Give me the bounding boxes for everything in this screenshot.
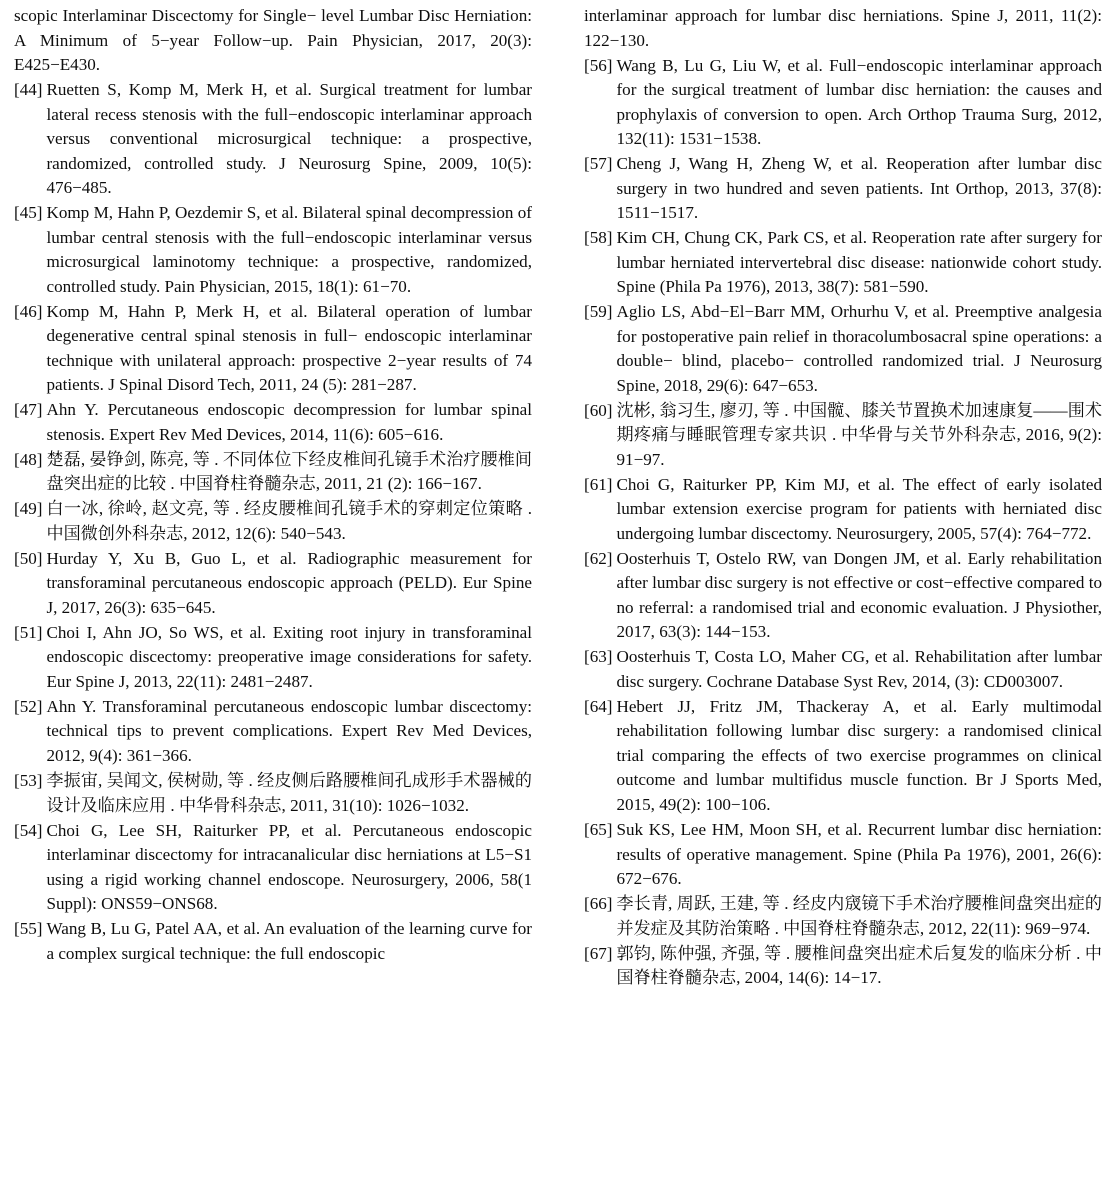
reference-text: Hebert JJ, Fritz JM, Thackeray A, et al. Early multimodal rehabilitation following lumbar disc surgery: a randomised clinical trial comparing the effects of two exercise programmes on clinical outcome and lumbar multifidus muscle function. Br J Sports Med, 2015, 49(2): 100−106. — [616, 696, 1102, 814]
reference-entry — [14, 78, 532, 201]
reference-text: 李振宙, 吴闻文, 侯树勋, 等 . 经皮侧后路腰椎间孔成形手术器械的设计及临床应用 . 中华骨科杂志, 2011, 31(10): 1026−1032. — [46, 770, 532, 815]
reference-text: Oosterhuis T, Ostelo RW, van Dongen JM, et al. Early rehabilitation after lumbar disc surgery is not effective or cost−effective compared to no referral: a randomised trial and economic evaluation. J Physiother, 2017, 63(3): 144−153. — [616, 548, 1102, 642]
reference-number: [44] — [14, 80, 43, 100]
reference-text: Suk KS, Lee HM, Moon SH, et al. Recurrent lumbar disc herniation: results of operative management. Spine (Phila Pa 1976), 2001, 26(6): 672−676. — [616, 820, 1102, 889]
reference-entry — [14, 547, 532, 621]
reference-number: [61] — [584, 474, 613, 494]
reference-entry — [14, 769, 532, 818]
reference-number: [59] — [584, 302, 613, 322]
reference-entry — [14, 398, 532, 447]
reference-number: [64] — [584, 696, 613, 716]
reference-text: Komp M, Hahn P, Oezdemir S, et al. Bilateral spinal decompression of lumbar central stenosis with the full−endoscopic interlaminar versus microsurgical laminotomy technique: a prospective, randomized, controlled study. Pain Physician, 2015, 18(1): 61−70. — [46, 203, 532, 296]
reference-text: Choi G, Raiturker PP, Kim MJ, et al. The effect of early isolated lumbar extension exercise program for patients with herniated disc undergoing lumbar discectomy. Neurosurgery, 2005, 57(4): 764−772. — [616, 474, 1102, 543]
reference-text: Kim CH, Chung CK, Park CS, et al. Reoperation rate after surgery for lumbar herniated intervertebral disc disease: nationwide cohort study. Spine (Phila Pa 1976), 2013, 38(7): 581−590. — [616, 228, 1102, 297]
reference-text: Hurday Y, Xu B, Guo L, et al. Radiographic measurement for transforaminal percutaneous endoscopic approach (PELD). Eur Spine J, 2017, 26(3): 635−645. — [46, 548, 532, 617]
reference-number: [47] — [14, 400, 43, 420]
left-column — [14, 4, 558, 1190]
reference-entry — [584, 54, 1102, 152]
reference-entry — [584, 942, 1102, 991]
reference-text: Ahn Y. Transforaminal percutaneous endoscopic lumbar discectomy: technical tips to prevent complications. Expert Rev Med Devices, 2012, 9(4): 361−366. — [46, 696, 532, 765]
reference-number: [49] — [14, 499, 43, 519]
reference-entry — [14, 448, 532, 497]
reference-entry — [584, 152, 1102, 226]
reference-text: 楚磊, 晏铮剑, 陈亮, 等 . 不同体位下经皮椎间孔镜手术治疗腰椎间盘突出症的比较 . 中国脊柱脊髓杂志, 2011, 21 (2): 166−167. — [46, 449, 532, 494]
reference-text: Aglio LS, Abd−El−Barr MM, Orhurhu V, et al. Preemptive analgesia for postoperative pain relief in thoracolumbosacral spine operations: a double− blind, placebo− controlled randomized trial. J Neurosurg Spine, 2018, 29(6): 647−653. — [616, 302, 1102, 395]
reference-text: Choi I, Ahn JO, So WS, et al. Exiting root injury in transforaminal endoscopic discectomy: preoperative image considerations for safety. Eur Spine J, 2013, 22(11): 2481−2487. — [46, 622, 532, 691]
reference-number: [54] — [14, 820, 43, 840]
reference-number: [53] — [14, 770, 43, 790]
reference-number: [62] — [584, 548, 613, 568]
reference-number: [66] — [584, 894, 613, 914]
reference-entry — [584, 547, 1102, 645]
reference-number: [67] — [584, 943, 613, 963]
reference-entry — [14, 695, 532, 769]
reference-entry — [14, 4, 532, 78]
reference-number: [52] — [14, 696, 43, 716]
reference-number: [56] — [584, 55, 613, 75]
reference-entry — [14, 201, 532, 299]
reference-entry — [584, 4, 1102, 53]
reference-entry — [584, 695, 1102, 818]
reference-text: interlaminar approach for lumbar disc herniations. Spine J, 2011, 11(2): 122−130. — [584, 6, 1102, 50]
reference-entry — [584, 226, 1102, 300]
reference-text: Cheng J, Wang H, Zheng W, et al. Reoperation after lumbar disc surgery in two hundred and seven patients. Int Orthop, 2013, 37(8): 1511−1517. — [616, 154, 1102, 223]
reference-entry — [584, 399, 1102, 473]
right-column — [558, 4, 1102, 1190]
reference-text: 沈彬, 翁习生, 廖刃, 等 . 中国髋、膝关节置换术加速康复——围术期疼痛与睡眠管理专家共识 . 中华骨与关节外科杂志, 2016, 9(2): 91−97. — [616, 400, 1102, 469]
reference-number: [57] — [584, 154, 613, 174]
reference-text: Choi G, Lee SH, Raiturker PP, et al. Percutaneous endoscopic interlaminar discectomy for intracanalicular disc herniations at L5−S1 using a rigid working channel endoscope. Neurosurgery, 2006, 58(1 Suppl): ONS59−ONS68. — [46, 820, 532, 914]
reference-entry — [584, 300, 1102, 398]
reference-number: [60] — [584, 400, 613, 420]
reference-number: [46] — [14, 301, 43, 321]
reference-text: scopic Interlaminar Discectomy for Single− level Lumbar Disc Herniation: A Minimum of 5−year Follow−up. Pain Physician, 2017, 20(3): E425−E430. — [14, 6, 532, 75]
reference-text: Wang B, Lu G, Patel AA, et al. An evaluation of the learning curve for a complex surgical technique: the full endoscopic — [46, 919, 532, 963]
reference-entry — [584, 892, 1102, 941]
reference-number: [50] — [14, 548, 43, 568]
reference-number: [65] — [584, 820, 613, 840]
reference-entry — [584, 473, 1102, 547]
reference-number: [45] — [14, 203, 43, 223]
reference-text: Ahn Y. Percutaneous endoscopic decompression for lumbar spinal stenosis. Expert Rev Med Devices, 2014, 11(6): 605−616. — [46, 400, 532, 444]
reference-text: Komp M, Hahn P, Merk H, et al. Bilateral operation of lumbar degenerative central spinal stenosis in full− endoscopic interlaminar technique with unilateral approach: prospective 2−year results of 74 patients. J Spinal Disord Tech, 2011, 24 (5): 281−287. — [46, 301, 532, 395]
reference-number: [48] — [14, 449, 43, 469]
reference-entry — [584, 818, 1102, 892]
reference-entry — [14, 819, 532, 917]
reference-entry — [14, 497, 532, 546]
reference-text: 白一冰, 徐岭, 赵文亮, 等 . 经皮腰椎间孔镜手术的穿刺定位策略 . 中国微创外科杂志, 2012, 12(6): 540−543. — [46, 499, 532, 543]
reference-text: Ruetten S, Komp M, Merk H, et al. Surgical treatment for lumbar lateral recess stenosis with the full−endoscopic interlaminar approach versus conventional microsurgical technique: a prospective, randomized, controlled study. J Neurosurg Spine, 2009, 10(5): 476−485. — [46, 80, 532, 198]
reference-text: 郭钧, 陈仲强, 齐强, 等 . 腰椎间盘突出症术后复发的临床分析 . 中国脊柱脊髓杂志, 2004, 14(6): 14−17. — [616, 943, 1102, 988]
reference-text: Wang B, Lu G, Liu W, et al. Full−endoscopic interlaminar approach for the surgical treatment of lumbar disc herniation: the causes and prophylaxis of conversion to open. Arch Orthop Trauma Surg, 2012, 132(11): 1531−1538. — [616, 55, 1102, 149]
reference-text: 李长青, 周跃, 王建, 等 . 经皮内窚镜下手术治疗腰椎间盘突出症的并发症及其防治策略 . 中国脊柱脊髓杂志, 2012, 22(11): 969−974. — [616, 894, 1102, 938]
reference-entry — [14, 917, 532, 966]
reference-number: [63] — [584, 647, 613, 667]
reference-entry — [14, 621, 532, 695]
reference-number: [55] — [14, 919, 43, 939]
reference-text: Oosterhuis T, Costa LO, Maher CG, et al. Rehabilitation after lumbar disc surgery. Cochrane Database Syst Rev, 2014, (3): CD003007. — [616, 647, 1102, 691]
reference-entry — [584, 645, 1102, 694]
reference-number: [51] — [14, 622, 43, 642]
reference-number: [58] — [584, 228, 613, 248]
reference-entry — [14, 300, 532, 398]
